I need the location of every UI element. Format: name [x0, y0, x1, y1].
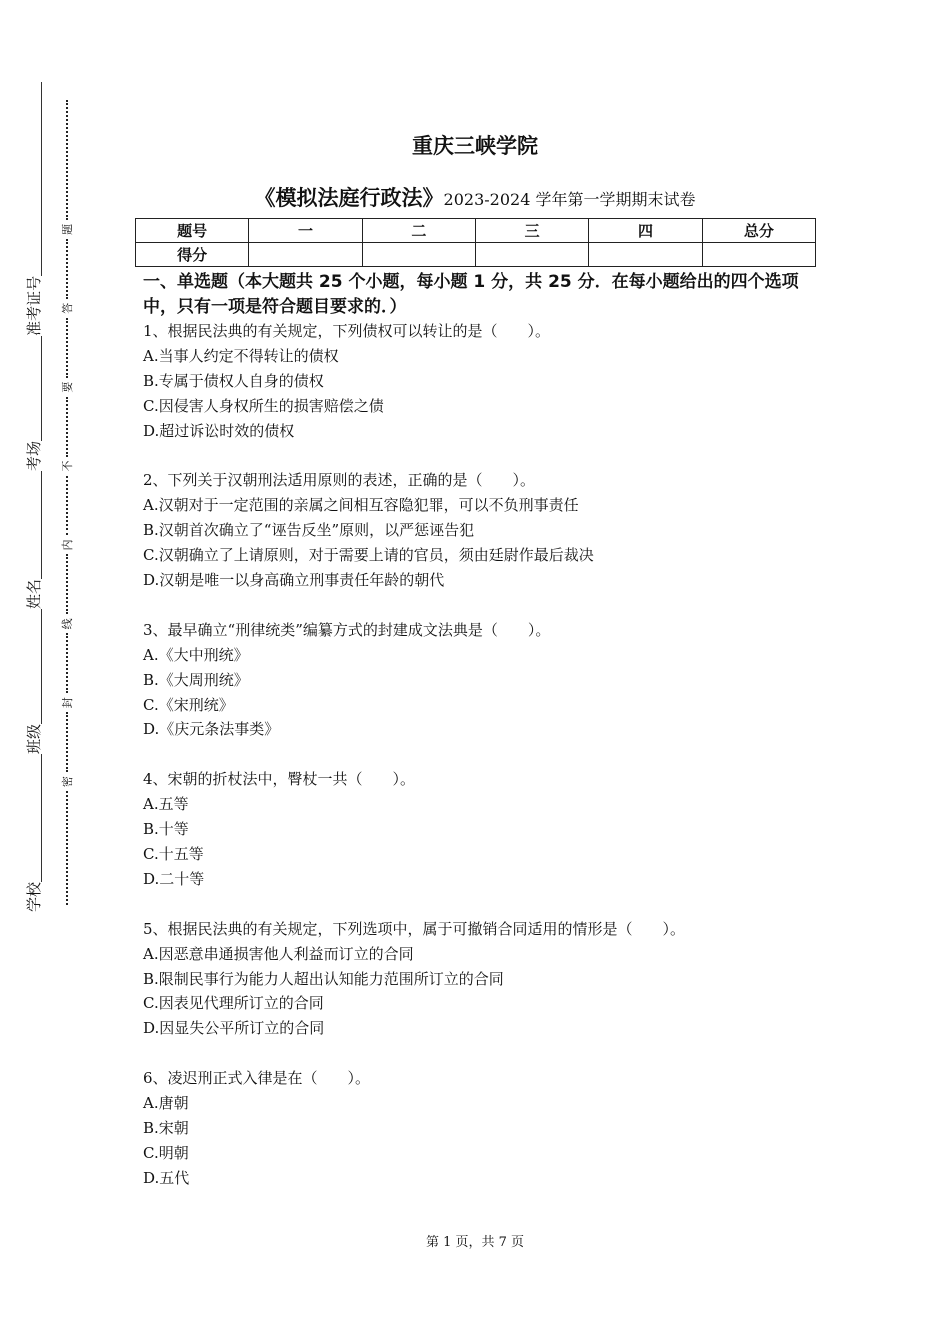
answer-option[interactable]: C.因侵害人身权所生的损害赔偿之债 [143, 396, 384, 415]
answer-option[interactable]: C.因表见代理所订立的合同 [143, 994, 324, 1013]
seal-line [60, 100, 74, 905]
row-label: 得分 [136, 243, 249, 267]
question [143, 917, 843, 1042]
exam-room-blank[interactable] [41, 336, 42, 441]
section-heading: 一、单选题（本大题共 25 个小题，每小题 1 分，共 25 分．在每小题给出的四个选项中，只有一项是符合题目要求的．） [143, 272, 799, 317]
question [143, 319, 843, 444]
school-title: 重庆三峡学院 [412, 134, 538, 158]
question-stem: 4、宋朝的折杖法中，臀杖一共（ ）。 [143, 770, 416, 789]
question [143, 1066, 843, 1191]
score-table [135, 218, 816, 267]
label-name: 姓名 [25, 578, 43, 609]
answer-option[interactable]: A.当事人约定不得转让的债权 [143, 346, 339, 365]
answer-option[interactable]: A.汉朝对于一定范围的亲属之间相互容隐犯罪，可以不负刑事责任 [143, 496, 579, 515]
answer-option[interactable]: D.因显失公平所订立的合同 [143, 1019, 325, 1038]
score-cell[interactable] [589, 243, 702, 267]
admission-number-blank[interactable] [41, 82, 42, 276]
page-footer: 第 1 页，共 7 页 [425, 1235, 525, 1250]
answer-option[interactable]: B.汉朝首次确立了“诬告反坐”原则，以严惩诬告犯 [143, 521, 475, 540]
header-cell: 二 [362, 219, 475, 243]
class-blank[interactable] [41, 609, 42, 724]
answer-option[interactable]: D.汉朝是唯一以身高确立刑事责任年龄的朝代 [143, 571, 445, 590]
answer-option[interactable]: A.因恶意串通损害他人利益而订立的合同 [143, 944, 414, 963]
score-cell[interactable] [362, 243, 475, 267]
question-stem: 6、凌迟刑正式入律是在（ ）。 [143, 1069, 371, 1088]
question-stem: 3、最早确立“刑律统类”编纂方式的封建成文法典是（ ）。 [143, 620, 551, 639]
question [143, 767, 843, 892]
score-table-header-row [136, 219, 816, 243]
label-admission-number: 准考证号 [25, 275, 43, 336]
seal-char: 要 [61, 381, 74, 393]
header-cell: 题号 [136, 219, 249, 243]
answer-option[interactable]: A.《大中刑统》 [143, 645, 249, 664]
header-cell: 一 [249, 219, 362, 243]
score-cell[interactable] [249, 243, 362, 267]
question-stem: 5、根据民法典的有关规定，下列选项中，属于可撤销合同适用的情形是（ ）。 [143, 919, 686, 938]
score-table-score-row [136, 243, 816, 267]
question-stem: 2、下列关于汉朝刑法适用原则的表述，正确的是（ ）。 [143, 471, 536, 490]
course-title: 《模拟法庭行政法》 [254, 186, 444, 210]
answer-option[interactable]: C.汉朝确立了上请原则，对于需要上请的官员，须由廷尉作最后裁决 [143, 546, 594, 565]
score-cell[interactable] [702, 243, 815, 267]
answer-option[interactable]: B.专属于债权人自身的债权 [143, 371, 324, 390]
label-class: 班级 [25, 723, 43, 754]
name-blank[interactable] [41, 471, 42, 579]
label-school: 学校 [25, 881, 43, 912]
answer-option[interactable]: C.十五等 [143, 844, 204, 863]
answer-option[interactable]: D.超过诉讼时效的债权 [143, 421, 295, 440]
seal-char: 不 [61, 460, 74, 472]
seal-char: 密 [61, 776, 74, 788]
exam-subtitle [0, 182, 950, 212]
question-list [143, 319, 843, 1216]
term-label: 2023-2024 学年第一学期期末试卷 [443, 190, 696, 209]
question [143, 468, 843, 593]
question [143, 618, 843, 743]
school-blank[interactable] [41, 754, 42, 882]
answer-option[interactable]: B.限制民事行为能力人超出认知能力范围所订立的合同 [143, 969, 504, 988]
answer-option[interactable]: A.唐朝 [143, 1094, 189, 1113]
answer-option[interactable]: A.五等 [143, 795, 189, 814]
seal-char: 封 [61, 697, 74, 709]
answer-option[interactable]: B.《大周刑统》 [143, 670, 249, 689]
answer-option[interactable]: D.五代 [143, 1168, 190, 1187]
score-cell[interactable] [475, 243, 588, 267]
seal-char: 内 [61, 539, 74, 551]
seal-char: 线 [61, 618, 74, 630]
label-exam-room: 考场 [25, 440, 43, 471]
seal-char: 答 [61, 302, 74, 314]
question-stem: 1、根据民法典的有关规定，下列债权可以转让的是（ ）。 [143, 322, 551, 340]
answer-option[interactable]: C.明朝 [143, 1143, 189, 1162]
answer-option[interactable]: B.宋朝 [143, 1118, 189, 1137]
answer-option[interactable]: C.《宋刑统》 [143, 695, 234, 714]
header-cell: 三 [475, 219, 588, 243]
answer-option[interactable]: B.十等 [143, 820, 189, 839]
answer-option[interactable]: D.二十等 [143, 869, 205, 888]
header-cell: 四 [589, 219, 702, 243]
seal-char: 题 [61, 223, 74, 235]
header-cell: 总分 [702, 219, 815, 243]
answer-option[interactable]: D.《庆元条法事类》 [143, 720, 280, 739]
